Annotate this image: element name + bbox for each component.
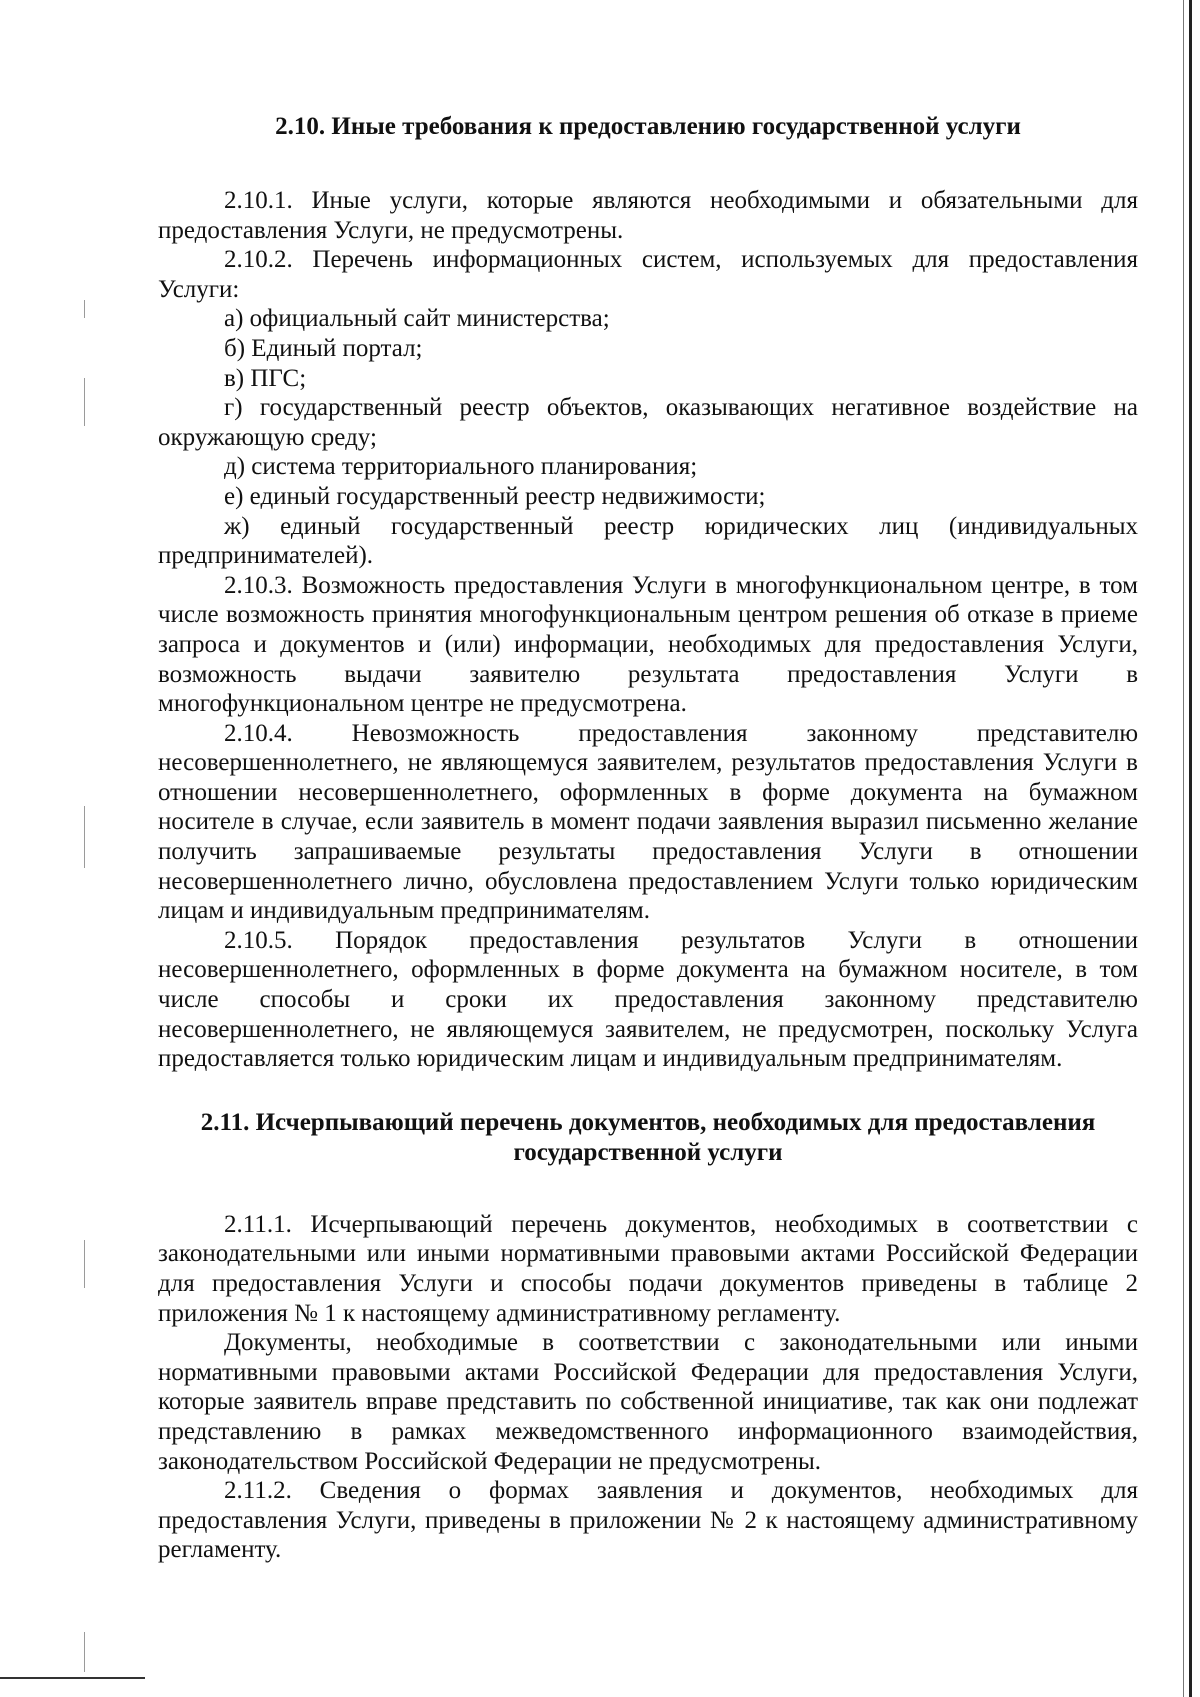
paragraph-2-10-1: 2.10.1. Иные услуги, которые являются необходимыми и обязательными для предоставления Услуги, не предусмотрены. (158, 187, 1138, 244)
section-2-11-heading-line1: 2.11. Исчерпывающий перечень документов, необходимых для предоставления (200, 1108, 1096, 1136)
paragraph-2-10-5: 2.10.5. Порядок предоставления результатов Услуги в отношении несовершеннолетнего, оформленных в форме документа на бумажном носителе, в том числе способы и сроки их предоставления законному представителю несовершеннолетнего, не являющемуся заявителем, не предусмотрен, поскольку Услуга предоставляется только юридическим лицам и индивидуальным предпринимателям. (158, 926, 1138, 1073)
list-item-g: г) государственный реестр объектов, оказывающих негативное воздействие на окружающую среду; (158, 394, 1138, 451)
list-item-d: д) система территориального планирования; (224, 453, 698, 481)
scan-edge-line (1189, 0, 1192, 1697)
paragraph-2-11-1: 2.11.1. Исчерпывающий перечень документов, необходимых в соответствии с законодательными или иными нормативными правовыми актами Российской Федерации для предоставления Услуги и способы подачи документов приведены в таблице 2 приложения № 1 к настоящему административному регламенту. (158, 1210, 1138, 1327)
section-2-10-heading: 2.10. Иные требования к предоставлению государственной услуги (275, 113, 1021, 140)
scan-edge-line-secondary (1183, 0, 1184, 1697)
document-page (158, 112, 1138, 1565)
paragraph-2-10-4: 2.10.4. Невозможность предоставления законному представителю несовершеннолетнего, не являющемуся заявителем, результатов предоставления Услуги в отношении несовершеннолетнего, оформленных в форме документа на бумажном носителе в случае, если заявитель в момент подачи заявления выразил письменно желание получить запрашиваемые результаты предоставления Услуги в отношении несовершеннолетнего лично, обусловлена предоставлением Услуги только юридическим лицам и индивидуальным предпринимателям. (158, 719, 1138, 925)
paragraph-2-11-2: 2.11.2. Сведения о формах заявления и документов, необходимых для предоставления Услуги, приведены в приложении № 2 к настоящему административному регламенту. (158, 1477, 1138, 1564)
list-item-zh: ж) единый государственный реестр юридических лиц (индивидуальных предпринимателей). (158, 512, 1138, 570)
paragraph-2-11-1-documents: Документы, необходимые в соответствии с законодательными или иными нормативными правовыми актами Российской Федерации для предоставления Услуги, которые заявитель вправе представить по собственной инициативе, так как они подлежат представлению в рамках межведомственного информационного взаимодействия, законодательством Российской Федерации не предусмотрены. (158, 1329, 1138, 1475)
section-2-11-heading-line2: государственной услуги (513, 1138, 783, 1166)
list-item-v: в) ПГС; (224, 364, 307, 392)
list-item-a: а) официальный сайт министерства; (224, 305, 610, 333)
paragraph-2-10-2: 2.10.2. Перечень информационных систем, используемых для предоставления Услуги: (158, 246, 1138, 303)
list-item-e: е) единый государственный реестр недвижимости; (224, 482, 766, 510)
footer-rule (0, 1677, 145, 1679)
paragraph-2-10-3: 2.10.3. Возможность предоставления Услуги в многофункциональном центре, в том числе возможность принятия многофункциональным центром решения об отказе в приеме запроса и документов и (или) информации, необходимых для предоставления Услуги, возможность выдачи заявителю результата предоставления Услуги в многофункциональном центре не предусмотрена. (158, 571, 1138, 718)
section-2-11-heading (158, 1108, 1138, 1168)
margin-scan-marks (84, 0, 86, 1697)
list-item-b: б) Единый портал; (224, 334, 423, 362)
